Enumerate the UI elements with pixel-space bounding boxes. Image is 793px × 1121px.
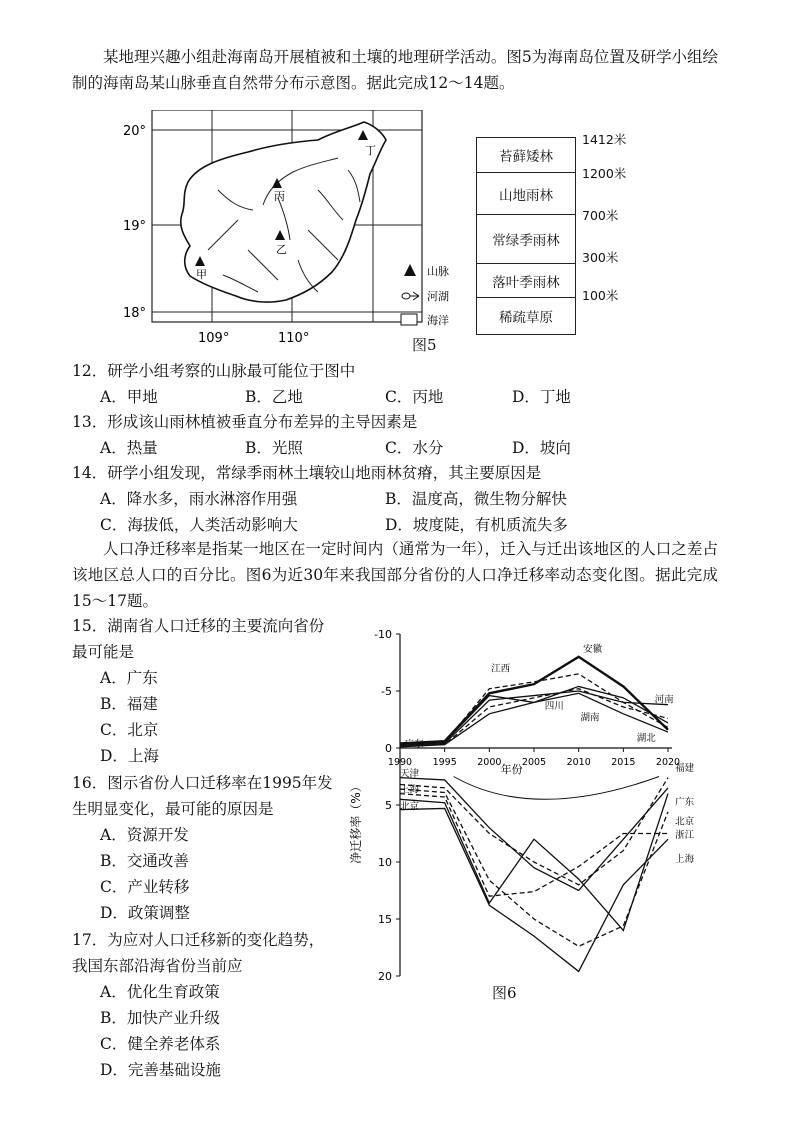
- series-line-广东: [400, 778, 668, 891]
- x-tick-label: 2010: [566, 757, 591, 768]
- q17-option-d: D．完善基础设施: [100, 1061, 221, 1079]
- migration-rate-chart: [340, 618, 720, 1008]
- lon-label-110: 110°: [278, 331, 310, 346]
- series-end-label-上海: 上海: [675, 854, 695, 865]
- legend-label-mountain: 山脉: [427, 265, 449, 278]
- series-line-北京: [400, 808, 668, 971]
- legend-ocean-icon: [401, 314, 417, 325]
- q14-option-d: D．坡度陡，有机质流失多: [385, 516, 568, 534]
- series-label-四川: 四川: [544, 701, 564, 713]
- x-tick-label: 2020: [655, 757, 681, 768]
- y-tick-label: 0: [385, 742, 392, 755]
- q17-option-a: A．优化生育政策: [100, 983, 220, 1001]
- y-tick-label: 15: [378, 913, 392, 926]
- place-yi: 乙: [276, 243, 287, 256]
- y-tick-label: 10: [378, 856, 392, 869]
- question-17-stem-line2: 我国东部沿海省份当前应: [72, 957, 243, 975]
- question-16-stem-line1: 16．图示省份人口迁移率在1995年发: [72, 774, 333, 792]
- x-tick-label: 2015: [611, 757, 636, 768]
- series-label-湖南: 湖南: [580, 712, 600, 724]
- q17-option-c: C．健全养老体系: [100, 1035, 221, 1053]
- place-ding: 丁: [365, 144, 376, 157]
- q13-option-c: C．水分: [385, 439, 444, 457]
- map-legend: [395, 256, 475, 331]
- y-tick-label: 5: [385, 799, 392, 812]
- series-end-label-北京: 北京: [675, 816, 695, 828]
- series-label-河南: 河南: [654, 694, 674, 706]
- legend-mountain-icon: [404, 264, 416, 276]
- q12-option-c: C．丙地: [385, 388, 444, 406]
- question-17-stem-line1: 17．为应对人口迁移新的变化趋势，: [72, 931, 325, 949]
- question-15-stem-line1: 15．湖南省人口迁移的主要流向省份: [72, 617, 325, 635]
- q14-option-b: B．温度高，微生物分解快: [385, 490, 567, 508]
- legend-label-ocean: 海洋: [427, 314, 449, 327]
- q13-option-d: D．坡向: [512, 439, 571, 457]
- legend-river-icon: [402, 292, 419, 300]
- series-label-浙江: 浙江: [675, 830, 695, 842]
- q16-option-c: C．产业转移: [100, 878, 190, 896]
- zone-mountain-rainforest: 山地雨林: [476, 172, 576, 214]
- lat-label-20: 20°: [123, 124, 147, 139]
- q15-option-c: C．北京: [100, 721, 159, 739]
- altitude-300: 300米: [582, 250, 619, 265]
- intro-paragraph-2: 人口净迁移率是指某一地区在一定时间内（通常为一年），迁入与迁出该地区的人口之差占该地区总人口的百分比。图6为近30年来我国部分省份的人口净迁移率动态变化图。据此完成15～17题。: [72, 540, 718, 610]
- series-line-湖北: [400, 693, 668, 747]
- figure-6-caption: 图6: [492, 984, 517, 1002]
- q16-option-a: A．资源开发: [100, 826, 189, 844]
- q15-option-b: B．福建: [100, 695, 158, 713]
- bracket-curve: [454, 777, 659, 800]
- q12-option-d: D．丁地: [512, 388, 571, 406]
- question-14-stem: 14．研学小组发现，常绿季雨林土壤较山地雨林贫瘠，其主要原因是: [72, 464, 542, 482]
- lat-label-19: 19°: [123, 219, 147, 234]
- series-label-福建: 福建: [675, 762, 695, 774]
- zone-evergreen-monsoon-forest: 常绿季雨林: [476, 214, 576, 263]
- q16-option-d: D．政策调整: [100, 904, 190, 922]
- series-label-安徽: 安徽: [583, 644, 603, 656]
- zone-deciduous-monsoon-forest: 落叶季雨林: [476, 263, 576, 297]
- x-tick-label: 2000: [477, 757, 502, 768]
- series-label-天津: 天津: [400, 768, 420, 780]
- altitude-1200: 1200米: [582, 166, 627, 181]
- y-axis-label: 净迁移率（%）: [349, 780, 363, 864]
- figure-5-caption: 图5: [412, 336, 437, 354]
- x-axis-label: 年份: [500, 763, 523, 776]
- q12-option-a: A．甲地: [100, 388, 158, 406]
- place-bing: 丙: [274, 190, 285, 203]
- q14-option-a: A．降水多，雨水淋溶作用强: [100, 490, 298, 508]
- question-12-stem: 12．研学小组考察的山脉最可能位于图中: [72, 362, 356, 380]
- series-label-湖北: 湖北: [636, 733, 656, 745]
- x-tick-label: 2005: [521, 757, 547, 768]
- q17-option-b: B．加快产业升级: [100, 1009, 220, 1027]
- q13-option-a: A．热量: [100, 439, 158, 457]
- series-label-广东: 广东: [404, 738, 424, 750]
- x-tick-label: 1990: [387, 757, 413, 768]
- series-label-上海: 上海: [400, 784, 420, 796]
- q16-option-b: B．交通改善: [100, 852, 189, 870]
- altitude-100: 100米: [582, 288, 619, 303]
- question-15-stem-line2: 最可能是: [72, 643, 135, 661]
- q13-option-b: B．光照: [245, 439, 303, 457]
- intro-paragraph-1: 某地理兴趣小组赴海南岛开展植被和土壤的地理研学活动。图5为海南岛位置及研学小组绘制的海南岛某山脉垂直自然带分布示意图。据此完成12～14题。: [72, 48, 718, 92]
- place-jia: 甲: [196, 268, 207, 281]
- series-end-label-广东: 广东: [675, 797, 695, 808]
- lat-label-18: 18°: [123, 306, 147, 321]
- q12-option-b: B．乙地: [245, 388, 303, 406]
- y-tick-label: 20: [378, 970, 392, 983]
- y-tick-label: -5: [381, 685, 392, 698]
- zone-sparse-grassland: 稀疏草原: [476, 297, 576, 335]
- q15-option-a: A．广东: [100, 669, 158, 687]
- lon-label-109: 109°: [198, 331, 230, 346]
- series-label-北京: 北京: [400, 801, 420, 813]
- y-tick-label: -10: [374, 628, 392, 641]
- altitude-700: 700米: [582, 208, 619, 223]
- question-16-stem-line2: 生明显变化，最可能的原因是: [72, 800, 274, 818]
- x-tick-label: 1995: [432, 757, 457, 768]
- series-line-河南: [400, 691, 668, 746]
- question-13-stem: 13．形成该山雨林植被垂直分布差异的主导因素是: [72, 413, 418, 431]
- q15-option-d: D．上海: [100, 747, 159, 765]
- q14-option-c: C．海拔低，人类活动影响大: [100, 516, 298, 534]
- series-label-江西: 江西: [491, 663, 511, 675]
- series-line-福建: [400, 778, 668, 885]
- zone-moss-forest: 苔藓矮林: [476, 137, 576, 172]
- legend-label-river: 河湖: [427, 290, 449, 303]
- series-line-湖南: [400, 689, 668, 746]
- altitude-1412: 1412米: [582, 132, 627, 147]
